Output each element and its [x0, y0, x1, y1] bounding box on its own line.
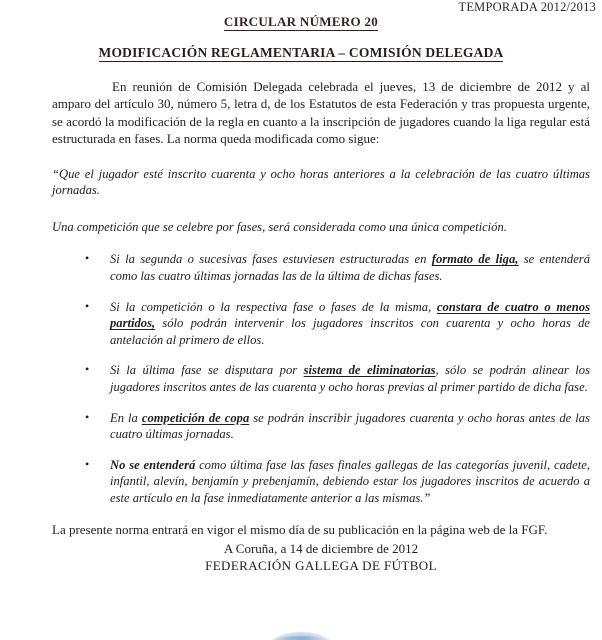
rule-emphasis: constara de cuatro o menos partidos, [110, 299, 590, 331]
place-date: A Coruña, a 14 de diciembre de 2012 [223, 540, 419, 556]
rule-text-before: En la [110, 410, 142, 425]
signature-block [52, 540, 590, 574]
rule-text-after: se podrán inscribir jugadores cuarenta y ocho horas antes de las cuatro últimas jornadas. [110, 410, 590, 442]
list-item [52, 457, 590, 507]
rule-text-after: sólo podrán intervenir los jugadores inscritos con cuarenta y ocho horas de antelación al primero de ellos. [110, 316, 590, 347]
season-label: TEMPORADA 2012/2013 [458, 0, 596, 14]
list-item [52, 251, 590, 284]
list-item [52, 299, 590, 349]
circular-title-text: CIRCULAR NÚMERO 20 [223, 14, 379, 29]
rule-text-after: se entenderá como las cuatro últimas jornadas las de la última de dichas fases. [110, 252, 590, 283]
section-title-text: MODIFICACIÓN REGLAMENTARIA – COMISIÓN DELEGADA [98, 45, 504, 60]
list-item [52, 362, 590, 395]
closing-paragraph: La presente norma entrará en vigor el mismo día de su publicación en la página web de la FGF. [52, 521, 548, 537]
federation-name: FEDERACIÓN GALLEGA DE FÚTBOL [205, 557, 437, 573]
rule-emphasis: formato de liga, [431, 252, 519, 267]
quote-opening-paragraph: “Que el jugador esté inscrito cuarenta y ocho horas anteriores a la celebración de las cuatro últimas jornadas. [52, 166, 590, 198]
rule-text-after: como última fase las fases finales gallegas de las categorías juvenil, cadete, infantil, alevín, benjamín y prebenjamín, debiendo estar los jugadores inscritos de acuerdo a este artículo en la fase inmediatamente anterior a las mismas.” [110, 457, 590, 505]
rule-emphasis: competición de copa [141, 410, 250, 425]
rules-list [52, 251, 590, 506]
document-body [52, 78, 590, 574]
quote-second-paragraph: Una competición que se celebre por fases, será considerada como una única competición. [52, 219, 507, 234]
list-item [52, 410, 590, 443]
rule-text-before: Si la segunda o sucesivas fases estuviesen estructuradas en [110, 252, 432, 267]
federation-logo-icon [264, 632, 338, 640]
rule-text-after: , sólo se podrán alinear los jugadores inscritos antes de las cuarenta y ocho horas previas al primer partido de dicha fase. [110, 363, 590, 394]
rule-emphasis: No se entenderá [110, 457, 196, 472]
circular-title [0, 14, 602, 30]
quoted-rule-block [52, 166, 590, 507]
section-title [0, 45, 602, 61]
rule-text-before: Si la competición o la respectiva fase o fases de la misma, [110, 299, 437, 314]
rule-text-before: Si la última fase se disputara por [110, 363, 304, 378]
intro-paragraph: En reunión de Comisión Delegada celebrada el jueves, 13 de diciembre de 2012 y al amparo del artículo 30, número 5, letra d, de los Estatutos de esta Federación y tras propuesta urgente, se acordó la modificación de la regla en cuanto a la inscripción de jugadores cuando la liga regular está estructurada en fases. La norma queda modificada como sigue: [52, 79, 590, 147]
rule-emphasis: sistema de eliminatorias [303, 363, 436, 378]
